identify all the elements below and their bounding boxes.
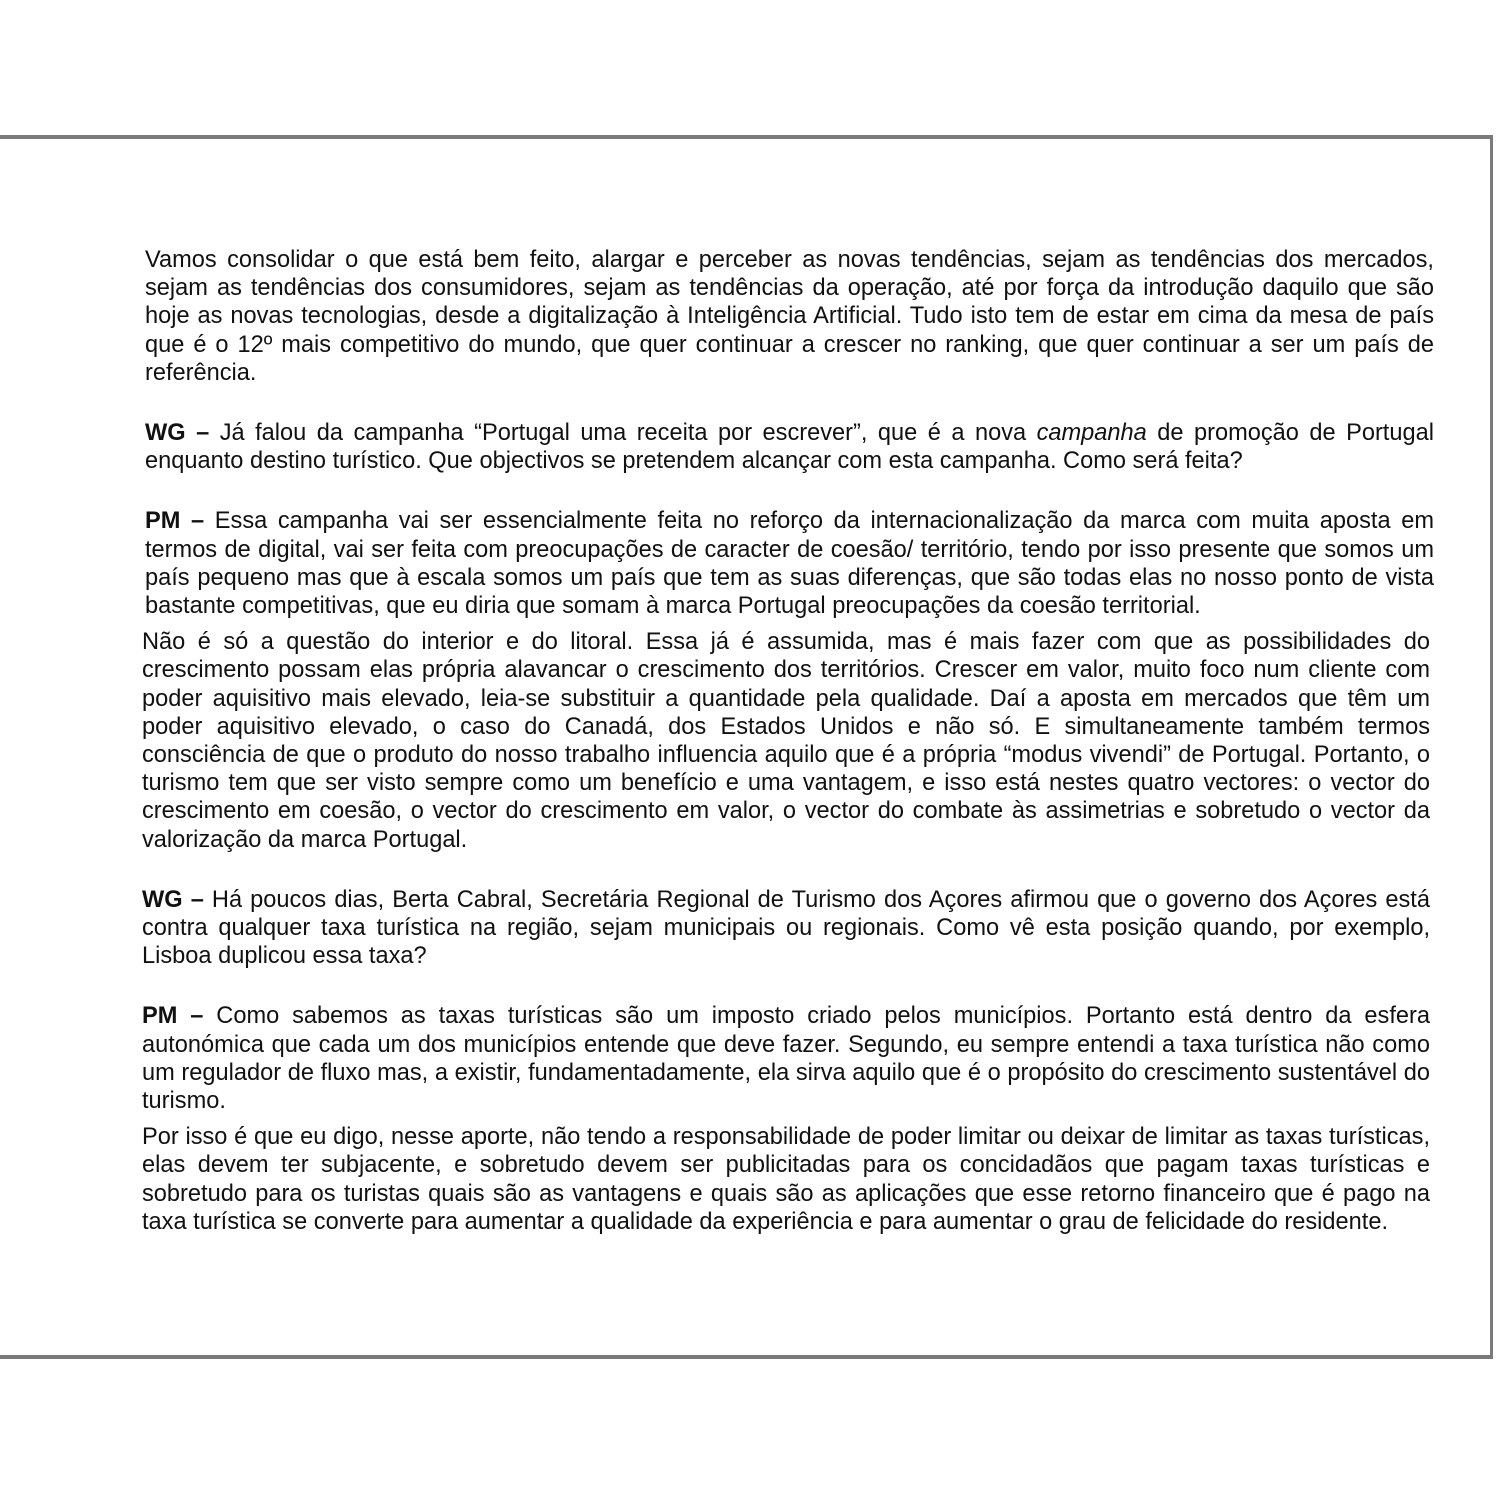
question-text: Há poucos dias, Berta Cabral, Secretária Regional de Turismo dos Açores afirmou que o governo dos Açores está contra qualquer taxa turística na região, sejam municipais ou regionais. Como vê esta posição quando, por exemplo, Lisboa duplicou essa taxa? [142,886,1430,970]
answer-text: Como sabemos as taxas turísticas são um imposto criado pelos municípios. Portanto está dentro da esfera autonómica que cada um dos municípios entende que deve fazer. Segundo, eu sempre entendi a taxa turística não como um regulador de fluxo mas, a existir, fundamentadamente, ela sirva aquilo que é o propósito do crescimento sustentável do turismo. [142,1003,1430,1115]
paragraph-intro-continuation: Vamos consolidar o que está bem feito, alargar e perceber as novas tendências, sejam as tendências dos mercados, sejam as tendências dos consumidores, sejam as tendências da operação, até por força da introdução daquilo que são hoje as novas tecnologias, desde a digitalização à Inteligência Artificial. Tudo isto tem de estar em cima da mesa de país que é o 12º mais competitivo do mundo, que quer continuar a crescer no ranking, que quer continuar a ser um país de referência. [145,247,1434,386]
question-campaign [145,419,1434,475]
answer-campaign-continued: Não é só a questão do interior e do litoral. Essa já é assumida, mas é mais fazer com que as possibilidades do crescimento possam elas própria alavancar o crescimento dos territórios. Crescer em valor, muito foco num cliente com poder aquisitivo mais elevado, leia-se substituir a quantidade pela qualidade. Daí a aposta em mercados que têm um poder aquisitivo elevado, o caso do Canadá, dos Estados Unidos e não só. E simultaneamente também termos consciência de que o produto do nosso trabalho influencia aquilo que é a própria “modus vivendi” de Portugal. Portanto, o turismo tem que ser visto sempre como um benefício e uma vantagem, e isso está nestes quatro vectores: o vector do crescimento em coesão, o vector do crescimento em valor, o vector do combate às assimetrias e sobretudo o vector da valorização da marca Portugal. [142,629,1430,853]
italic-word: campanha [1036,420,1147,447]
speaker-label-pm: PM – [142,1003,204,1030]
speaker-label-wg: WG – [142,886,204,913]
question-text: Já falou da campanha “Portugal uma receita por escrever”, que é a nova [209,420,1037,447]
answer-campaign [145,507,1434,620]
answer-tourist-tax-continued: Por isso é que eu digo, nesse aporte, não tendo a responsabilidade de poder limitar ou deixar de limitar as taxas turísticas, elas devem ter subjacente, e sobretudo devem ser publicitadas para os concidadãos que pagam taxas turísticas e sobretudo para os turistas quais são as vantagens e quais são as aplicações que esse retorno financeiro que é pago na taxa turística se converte para aumentar a qualidade da experiência e para aumentar o grau de felicidade do residente. [142,1124,1430,1235]
article-body [142,246,1434,1236]
question-tourist-tax [142,886,1430,971]
answer-tourist-tax [142,1002,1430,1115]
question-text-continued: de promoção de Portugal enquanto destino turístico. Que objectivos se pretendem alcançar com esta campanha. Como será feita? [145,420,1434,475]
answer-text: Essa campanha vai ser essencialmente feita no reforço da internacionalização da marca com muita aposta em termos de digital, vai ser feita com preocupações de caracter de coesão/ território, tendo por isso presente que somos um país pequeno mas que à escala somos um país que tem as suas diferenças, que são todas elas no nosso ponto de vista bastante competitivas, que eu diria que somam à marca Portugal preocupações da coesão territorial. [145,508,1434,620]
speaker-label-pm: PM – [145,508,205,535]
speaker-label-wg: WG – [145,420,210,447]
